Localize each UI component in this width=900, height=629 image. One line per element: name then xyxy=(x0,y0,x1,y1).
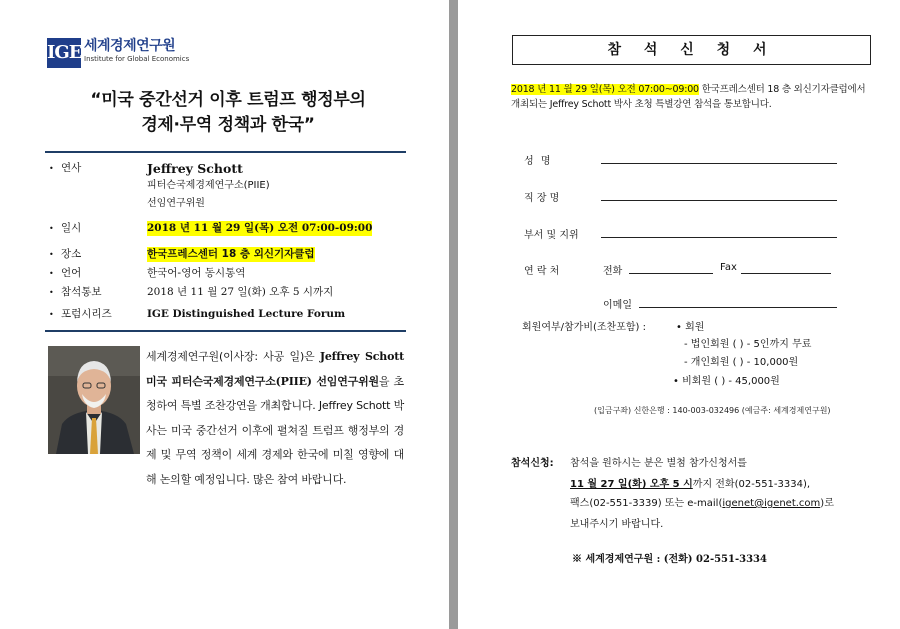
bank-account: (입금구좌) 신한은행 : 140-003-032496 (예금주: 세계경제연구원) xyxy=(594,406,831,415)
form-title: 참 석 신 청 서 xyxy=(512,35,871,65)
logo-name-ko: 세계경제연구원 xyxy=(84,38,176,54)
field-company-line[interactable] xyxy=(601,200,837,201)
membership-label: 회원여부/참가비(조찬포함) : xyxy=(522,322,646,333)
event-title: “미국 중간선거 이후 트럼프 행정부의 경제·무역 정책과 한국” xyxy=(90,90,366,135)
field-dept-line[interactable] xyxy=(601,237,837,238)
top-divider xyxy=(45,151,406,153)
right-page xyxy=(458,0,900,629)
bottom-divider xyxy=(45,330,406,332)
field-contact-label: 연 락 처 xyxy=(524,266,560,277)
fax-line[interactable] xyxy=(741,273,831,274)
membership-corporate: - 법인회원 ( ) - 5인까지 무료 xyxy=(684,339,812,350)
field-name-label: 성 명 xyxy=(524,156,553,167)
speaker-photo xyxy=(48,346,140,454)
attendance-notice: 2018 년 11 월 29 일(목) 오전 07:00~09:00 한국프레스센터 18 층 외신기자클럽에서 개최되는 Jeffrey Schott 박사 초청 특별강연 참석을 통보합니다. xyxy=(511,84,866,110)
logo-name-en: Institute for Global Economics xyxy=(84,55,190,63)
logo-mark: IGE xyxy=(47,38,81,68)
speaker-position: 선임연구위원 xyxy=(147,198,205,209)
email-line[interactable] xyxy=(639,307,837,308)
membership-member: • 회원 xyxy=(676,322,705,333)
apply-email-link[interactable]: igenet@igenet.com xyxy=(722,498,821,509)
apply-line2: 11 월 27 일(화) 오후 5 시까지 전화(02-551-3334), xyxy=(570,479,811,490)
speaker-bio: 세계경제연구원(이사장: 사공 일)은 Jeffrey Schott 미국 피터슨국제경제연구소(PIIE) 선임연구위원을 초청하여 특별 조찬강연을 개최합니다. Jeffrey Schott 박사는 미국 중간선거 이후에 펼쳐질 트럼프 행정부의 경제 및 무역 정책이 세계 경제와 한국에 미칠 영향에 대해 논의할 예정입니다. 많은 참여 바랍니다. xyxy=(146,350,404,486)
contact-footer: ※ 세계경제연구원 : (전화) 02-551-3334 xyxy=(572,554,767,565)
apply-line1: 참석을 원하시는 분은 별첨 참가신청서를 xyxy=(570,458,747,469)
membership-individual: - 개인회원 ( ) - 10,000원 xyxy=(684,357,799,368)
speaker-name: Jeffrey Schott xyxy=(147,161,243,176)
phone-label: 전화 xyxy=(603,266,623,277)
apply-line3: 팩스(02-551-3339) 또는 e-mail(igenet@igenet.com)로 xyxy=(570,498,834,509)
ige-logo xyxy=(47,38,189,68)
page-gutter xyxy=(449,0,458,629)
speaker-org: 피터슨국제경제연구소(PIIE) xyxy=(147,180,270,191)
left-page: IGE 세계경제연구원 Institute for Global Economics “미국 중간선거 이후 트럼프 행정부의 경제·무역 정책과 한국” • 연사 Jeffrey Schott 피터슨국제경제연구소(PIIE) 선임연구위원 • 일시 2018 년 11 월 29 일(목) 오전 07:00-09:00 • 장소 한국프레스센터 18 층 외신기자클럽 • 언어 한국어-영어 동시통역 • 참석통보 2018 년 11 월 27 일(화) 오후 5 시까지 • 포럼시리즈 IGE Distinguished Lecture Forum 세계경제연구원(이사장: 사공 일)은 Jeffrey Schott 미국 피터슨국제경제연구소(PIIE) 선임연구위원을 초청하여 특별 조찬강연을 개최합니다. Jeffrey Schott 박사는 미국 중간선거 이후에 펼쳐질 트럼프 행정부의 경제 및 무역 정책이 세계 경제와 한국에 미칠 영향에 대해 논의할 예정입니다. 많은 참여 바랍니다. xyxy=(0,0,449,629)
membership-nonmember: • 비회원 ( ) - 45,000원 xyxy=(673,376,780,387)
field-name-line[interactable] xyxy=(601,163,837,164)
field-dept-label: 부서 및 지위 xyxy=(524,230,579,241)
phone-line[interactable] xyxy=(629,273,713,274)
apply-label: 참석신청: xyxy=(511,458,554,469)
apply-line4: 보내주시기 바랍니다. xyxy=(570,519,664,530)
fax-label: Fax xyxy=(720,262,737,273)
email-label: 이메일 xyxy=(603,300,632,311)
field-company-label: 직 장 명 xyxy=(524,193,560,204)
